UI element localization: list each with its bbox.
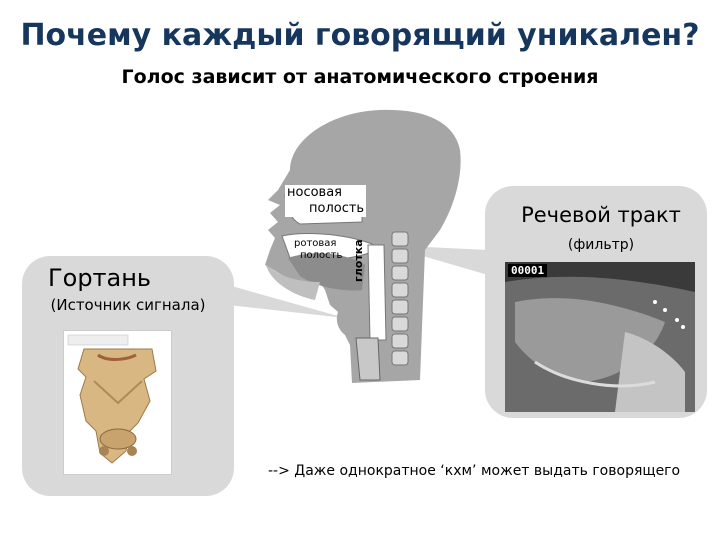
nasal-cavity-label-line1: носовая <box>287 185 343 200</box>
nasal-cavity-label <box>285 185 366 217</box>
oral-cavity-label-line1: ротовая <box>294 238 337 249</box>
pharynx-label: глотка <box>352 239 365 282</box>
larynx-photo <box>63 330 172 475</box>
larynx-model-image <box>64 331 171 474</box>
larynx-subtitle: (Источник сигнала) <box>50 296 206 314</box>
xray-image <box>505 262 695 412</box>
slide-title: Почему каждый говорящий уникален? <box>20 18 700 53</box>
pharynx <box>368 245 386 340</box>
oral-cavity-label-line2: полость <box>300 250 343 261</box>
xray-video-frame <box>505 262 695 412</box>
vocal-tract-title: Речевой тракт <box>521 203 681 227</box>
speaker-note: --> Даже однократное ‘кхм’ может выдать говорящего <box>268 463 681 479</box>
larynx-title: Гортань <box>48 264 152 292</box>
vocal-tract-subtitle: (фильтр) <box>567 237 635 253</box>
slide-subtitle: Голос зависит от анатомического строения <box>121 66 599 88</box>
nasal-cavity-label-line2: полость <box>309 201 365 216</box>
oral-cavity-label <box>294 238 342 262</box>
larynx-tube <box>356 338 380 380</box>
frame-counter: 00001 <box>508 264 547 277</box>
